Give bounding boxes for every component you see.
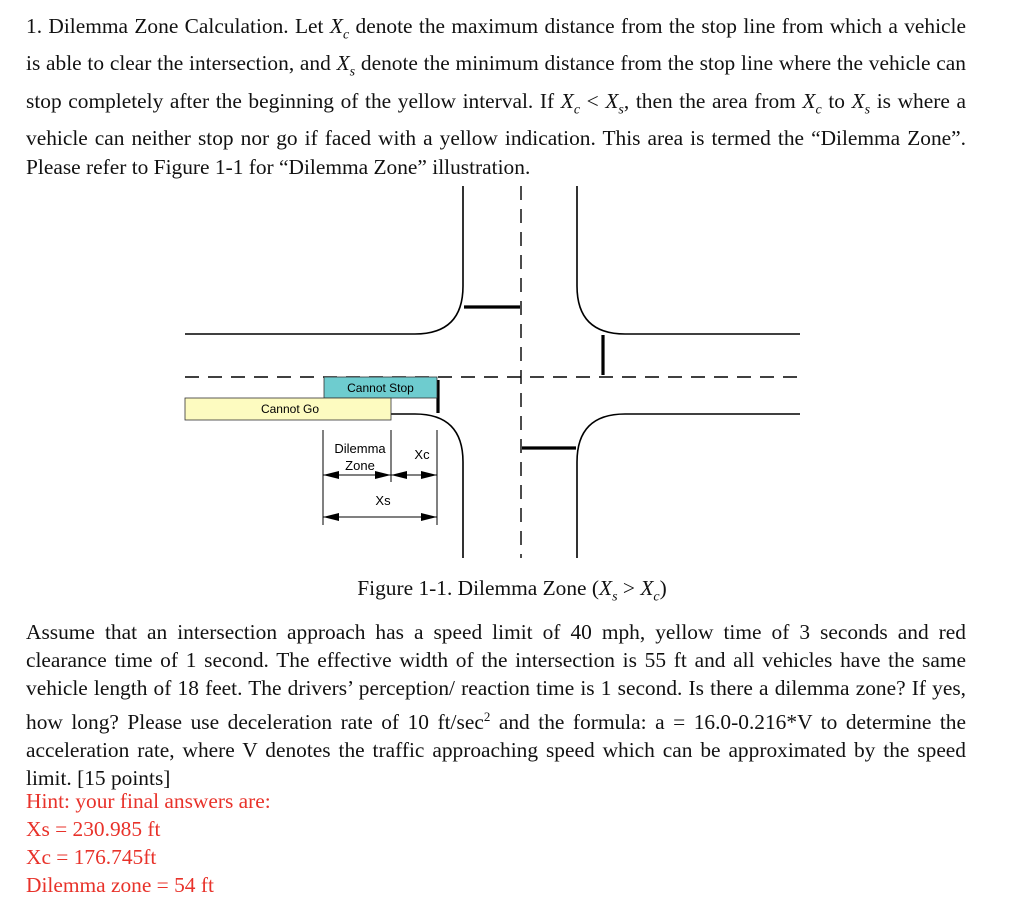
road-edge-bottom-right — [577, 414, 800, 558]
text-fragment: denote the maximum distance from the stop line from which a vehicle is able to clear the intersection, and — [26, 14, 966, 76]
symbol-sub: s — [864, 102, 871, 118]
hint-title: Hint: your final answers are: — [26, 789, 271, 813]
road-edge-top-right — [577, 186, 800, 334]
symbol-sub: s — [349, 64, 356, 80]
problem-heading: Dilemma Zone Calculation. — [48, 14, 289, 38]
dilemma-zone-label-line1: Dilemma — [334, 441, 386, 456]
less-than: < — [586, 88, 599, 113]
symbol-xc — [640, 576, 660, 605]
hint-xs: Xs = 230.985 ft — [26, 817, 161, 841]
symbol-sub: s — [618, 102, 624, 118]
arrow-head — [421, 471, 437, 479]
dilemma-zone-label-line2: Zone — [345, 458, 375, 473]
problem-number: 1. — [26, 14, 43, 38]
hint-xc: Xc = 176.745ft — [26, 845, 157, 869]
greater-than: > — [617, 576, 641, 600]
superscript-2: 2 — [483, 708, 491, 724]
symbol-xs — [599, 576, 618, 605]
cannot-go-label: Cannot Go — [260, 402, 320, 416]
text-fragment: to — [828, 88, 845, 113]
cannot-stop-label: Cannot Stop — [347, 381, 414, 395]
road-edge-top-left — [185, 186, 463, 334]
symbol-sub: c — [815, 102, 822, 118]
arrow-head — [421, 513, 437, 521]
symbol-sub: c — [573, 102, 581, 118]
arrow-head — [323, 513, 339, 521]
figure-caption — [0, 576, 1024, 605]
road-edge-bottom-left — [185, 414, 463, 558]
text-fragment: , then the area from — [623, 88, 796, 113]
symbol-main: X — [605, 88, 619, 113]
symbol-sub: s — [612, 589, 618, 605]
caption-suffix: ) — [659, 576, 667, 600]
text-fragment: denote the minimum distance from the stop line where the vehicle can stop completely after the beginning of the yellow interval. If — [26, 51, 966, 113]
xc-label: Xc — [414, 447, 430, 462]
symbol-main: X — [560, 88, 574, 113]
symbol-main: X — [599, 576, 613, 600]
arrow-head — [375, 471, 391, 479]
text-fragment: is where a vehicle can neither stop nor go if faced with a yellow indication. This area is termed the “Dilemma Zone”. Please refer to Figure 1-1 for “Dilemma Zone” illustration. — [26, 88, 966, 179]
symbol-main: X — [329, 14, 343, 38]
symbol-sub: c — [342, 27, 350, 43]
xs-label: Xs — [375, 493, 391, 508]
arrow-head — [391, 471, 407, 479]
symbol-main: X — [336, 51, 350, 76]
arrow-head — [323, 471, 339, 479]
assumption-text-a: Assume that an intersection approach has a speed limit of 40 mph, yellow time of 3 seconds and red clearance time of 1 second. The effective width of the intersection is 55 ft and all vehicles have the same vehicle length of 18 feet. The drivers’ perception/ reaction time is 1 second. Is there a dilemma zone? If yes, how long? Please use deceleration rate of 10 ft/sec — [26, 620, 966, 734]
text-fragment: Let — [294, 14, 324, 38]
symbol-sub: c — [653, 589, 660, 605]
symbol-main: X — [851, 88, 865, 113]
assumption-paragraph — [26, 618, 966, 792]
assumption-text-b: and the formula: a = 16.0-0.216*V to determine the acceleration rate, where V denotes the traffic approaching speed which can be approximated by the speed limit. [15 points] — [26, 709, 966, 791]
hint-dilemma-zone: Dilemma zone = 54 ft — [26, 873, 214, 897]
caption-prefix: Figure 1-1. Dilemma Zone ( — [357, 576, 600, 600]
symbol-main: X — [802, 88, 816, 113]
symbol-main: X — [640, 576, 654, 600]
